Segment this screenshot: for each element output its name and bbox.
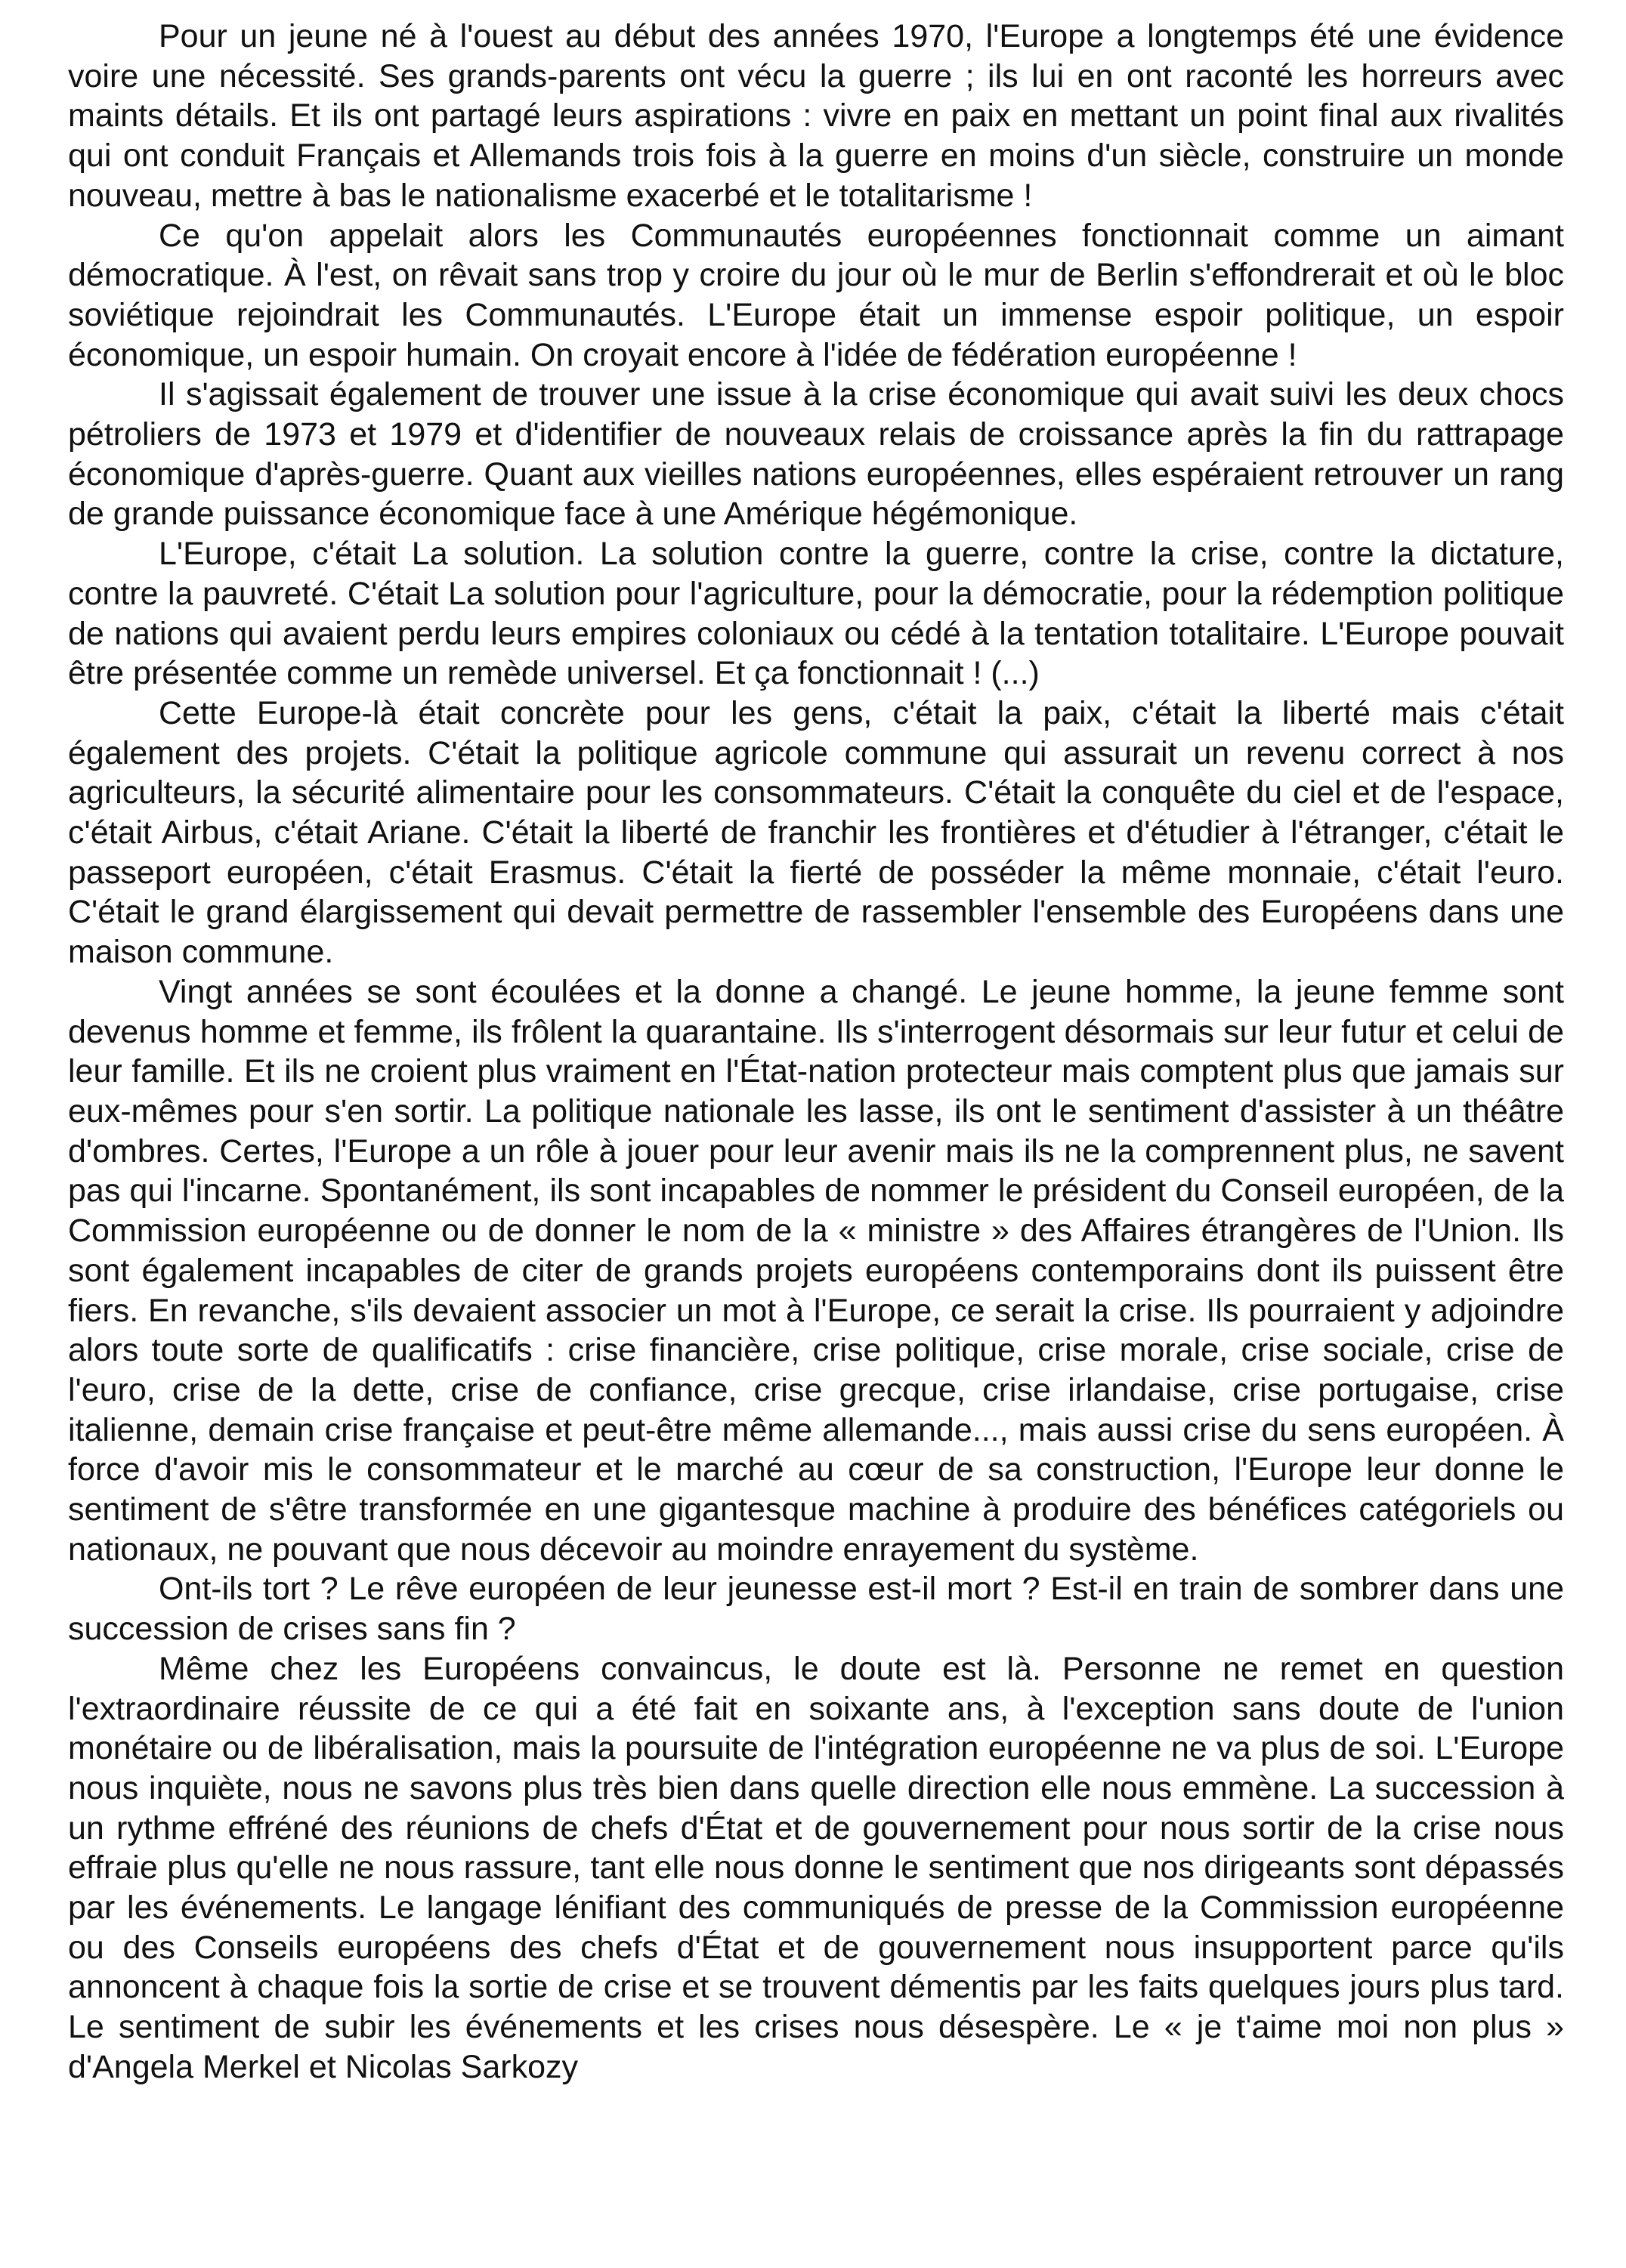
document-page	[68, 17, 1564, 2253]
paragraph-4: L'Europe, c'était La solution. La solution contre la guerre, contre la crise, contre la dictature, contre la pauvreté. C'était La solution pour l'agriculture, pour la démocratie, pour la rédemption politique de nations qui avaient perdu leurs empires coloniaux ou cédé à la tentation totalitaire. L'Europe pouvait être présentée comme un remède universel. Et ça fonctionnait ! (...)	[68, 536, 1564, 692]
paragraph-5: Cette Europe-là était concrète pour les gens, c'était la paix, c'était la liberté mais c'était également des projets. C'était la politique agricole commune qui assurait un revenu correct à nos agriculteurs, la sécurité alimentaire pour les consommateurs. C'était la conquête du ciel et de l'espace, c'était Airbus, c'était Ariane. C'était la liberté de franchir les frontières et d'étudier à l'étranger, c'était le passeport européen, c'était Erasmus. C'était la fierté de posséder la même monnaie, c'était l'euro. C'était le grand élargissement qui devait permettre de rassembler l'ensemble des Européens dans une maison commune.	[68, 694, 1564, 971]
paragraph-6: Vingt années se sont écoulées et la donne a changé. Le jeune homme, la jeune femme sont devenus homme et femme, ils frôlent la quarantaine. Ils s'interrogent désormais sur leur futur et celui de leur famille. Et ils ne croient plus vraiment en l'État-nation protecteur mais comptent plus que jamais sur eux-mêmes pour s'en sortir. La politique nationale les lasse, ils ont le sentiment d'assister à un théâtre d'ombres. Certes, l'Europe a un rôle à jouer pour leur avenir mais ils ne la comprennent plus, ne savent pas qui l'incarne. Spontanément, ils sont incapables de nommer le président du Conseil européen, de la Commission européenne ou de donner le nom de la « ministre » des Affaires étrangères de l'Union. Ils sont également incapables de citer de grands projets européens contemporains dont ils puissent être fiers. En revanche, s'ils devaient associer un mot à l'Europe, ce serait la crise. Ils pourraient y adjoindre alors toute sorte de qualificatifs : crise financière, crise politique, crise morale, crise sociale, crise de l'euro, crise de la dette, crise de confiance, crise grecque, crise irlandaise, crise portugaise, crise italienne, demain crise française et peut-être même allemande..., mais aussi crise du sens européen. À force d'avoir mis le consommateur et le marché au cœur de sa construction, l'Europe leur donne le sentiment de s'être transformée en une gigantesque machine à produire des bénéfices catégoriels ou nationaux, ne pouvant que nous décevoir au moindre enrayement du système.	[68, 973, 1564, 1568]
paragraph-1: Pour un jeune né à l'ouest au début des années 1970, l'Europe a longtemps été une évidence voire une nécessité. Ses grands-parents ont vécu la guerre ; ils lui en ont raconté les horreurs avec maints détails. Et ils ont partagé leurs aspirations : vivre en paix en mettant un point final aux rivalités qui ont conduit Français et Allemands trois fois à la guerre en moins d'un siècle, construire un monde nouveau, mettre à bas le nationalisme exacerbé et le totalitarisme !	[68, 18, 1564, 214]
paragraph-3: Il s'agissait également de trouver une issue à la crise économique qui avait suivi les deux chocs pétroliers de 1973 et 1979 et d'identifier de nouveaux relais de croissance après la fin du rattrapage économique d'après-guerre. Quant aux vieilles nations européennes, elles espéraient retrouver un rang de grande puissance économique face à une Amérique hégémonique.	[68, 376, 1564, 533]
paragraph-2: Ce qu'on appelait alors les Communautés européennes fonctionnait comme un aimant démocratique. À l'est, on rêvait sans trop y croire du jour où le mur de Berlin s'effondrerait et où le bloc soviétique rejoindrait les Communautés. L'Europe était un immense espoir politique, un espoir économique, un espoir humain. On croyait encore à l'idée de fédération européenne !	[68, 217, 1564, 373]
paragraph-8: Même chez les Européens convaincus, le doute est là. Personne ne remet en question l'extraordinaire réussite de ce qui a été fait en soixante ans, à l'exception sans doute de l'union monétaire ou de libéralisation, mais la poursuite de l'intégration européenne ne va plus de soi. L'Europe nous inquiète, nous ne savons plus très bien dans quelle direction elle nous emmène. La succession à un rythme effréné des réunions de chefs d'État et de gouvernement pour nous sortir de la crise nous effraie plus qu'elle ne nous rassure, tant elle nous donne le sentiment que nos dirigeants sont dépassés par les événements. Le langage lénifiant des communiqués de presse de la Commission européenne ou des Conseils européens des chefs d'État et de gouvernement nous insupportent parce qu'ils annoncent à chaque fois la sortie de crise et se trouvent démentis par les faits quelques jours plus tard. Le sentiment de subir les événements et les crises nous désespère. Le « je t'aime moi non plus » d'Angela Merkel et Nicolas Sarkozy	[68, 1650, 1564, 2085]
paragraph-7: Ont-ils tort ? Le rêve européen de leur jeunesse est-il mort ? Est-il en train de sombrer dans une succession de crises sans fin ?	[68, 1571, 1564, 1648]
